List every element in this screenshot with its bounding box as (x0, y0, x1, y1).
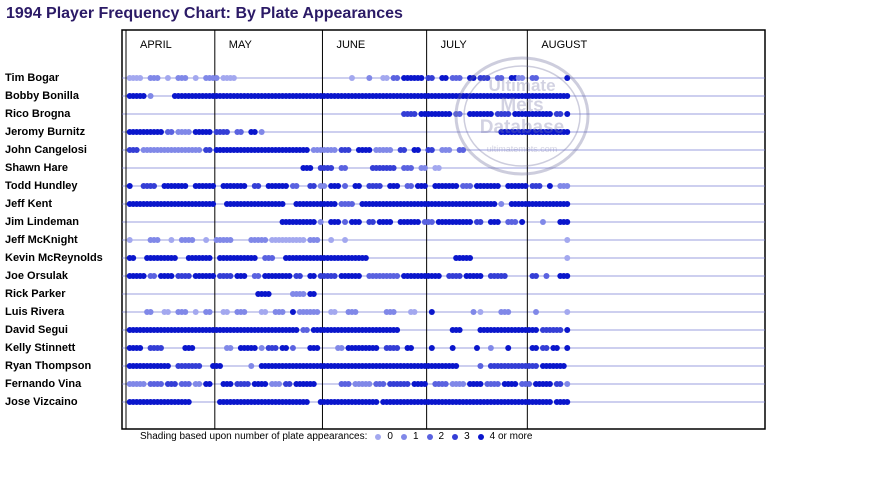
game-dot (411, 309, 417, 315)
game-dot (443, 381, 449, 387)
legend-value: 3 (464, 431, 470, 442)
game-dot (335, 183, 341, 189)
game-dot (283, 183, 289, 189)
player-label: Kevin McReynolds (5, 252, 103, 264)
game-dot (189, 237, 195, 243)
game-dot (564, 309, 570, 315)
game-dot (540, 219, 546, 225)
game-dot (227, 345, 233, 351)
game-dot (151, 183, 157, 189)
legend (140, 431, 532, 443)
player-label: Rico Brogna (5, 108, 71, 120)
game-dot (311, 183, 317, 189)
game-dot (418, 75, 424, 81)
game-dot (533, 363, 539, 369)
game-dot (422, 165, 428, 171)
game-dot (370, 219, 376, 225)
player-label: David Segui (5, 324, 68, 336)
game-dot (443, 75, 449, 81)
game-dot (373, 345, 379, 351)
game-dot (227, 273, 233, 279)
game-dot (346, 147, 352, 153)
watermark-line-1: Ultimate (488, 76, 556, 95)
game-dot (391, 165, 397, 171)
game-dot (346, 381, 352, 387)
game-dot (373, 399, 379, 405)
game-dot (564, 255, 570, 261)
game-dot (498, 201, 504, 207)
game-dot (356, 219, 362, 225)
game-dot (182, 75, 188, 81)
game-dot (158, 381, 164, 387)
game-dot (523, 183, 529, 189)
game-dot (290, 309, 296, 315)
game-dot (401, 147, 407, 153)
game-dot (352, 309, 358, 315)
player-label: Jose Vizcaino (5, 396, 78, 408)
game-dot (495, 183, 501, 189)
game-dot (557, 381, 563, 387)
game-dot (561, 363, 567, 369)
game-dot (394, 75, 400, 81)
game-dot (533, 327, 539, 333)
game-dot (262, 381, 268, 387)
game-dot (543, 273, 549, 279)
game-dot (134, 147, 140, 153)
game-dot (533, 273, 539, 279)
game-dot (512, 381, 518, 387)
game-dot (290, 345, 296, 351)
game-dot (255, 273, 261, 279)
game-dot (488, 345, 494, 351)
game-dot (241, 183, 247, 189)
game-dot (193, 75, 199, 81)
game-dot (408, 165, 414, 171)
game-dot (307, 165, 313, 171)
game-dot (342, 165, 348, 171)
game-dot (300, 237, 306, 243)
game-dot (547, 399, 553, 405)
game-dot (477, 381, 483, 387)
game-dot (332, 273, 338, 279)
player-label: John Cangelosi (5, 144, 87, 156)
legend-items (367, 431, 532, 443)
game-dot (286, 273, 292, 279)
game-dot (252, 255, 258, 261)
player-label: Todd Hundley (5, 180, 78, 192)
game-dot (311, 291, 317, 297)
game-dot (467, 219, 473, 225)
game-dot (505, 309, 511, 315)
game-dot (318, 219, 324, 225)
game-dot (207, 309, 213, 315)
game-dot (217, 363, 223, 369)
legend-value: 1 (412, 431, 419, 442)
game-dot (519, 219, 525, 225)
game-dot (332, 147, 338, 153)
game-dot (280, 201, 286, 207)
player-label: Jeff Kent (5, 198, 53, 210)
player-label: Rick Parker (5, 288, 66, 300)
game-dot (311, 381, 317, 387)
game-dot (207, 255, 213, 261)
game-dot (460, 381, 466, 387)
game-dot (321, 183, 327, 189)
game-dot (495, 381, 501, 387)
game-dot (495, 219, 501, 225)
legend-value: 4 or more (489, 431, 533, 442)
game-dot (422, 183, 428, 189)
player-label: Tim Bogar (5, 72, 60, 84)
game-dot (477, 363, 483, 369)
game-dot (151, 273, 157, 279)
game-dot (172, 255, 178, 261)
game-dot (328, 237, 334, 243)
game-dot (533, 345, 539, 351)
game-dot (172, 381, 178, 387)
game-dot (349, 201, 355, 207)
player-label: Joe Orsulak (5, 270, 68, 282)
game-dot (168, 129, 174, 135)
game-dot (224, 309, 230, 315)
game-dot (186, 399, 192, 405)
game-dot (453, 183, 459, 189)
game-dot (141, 381, 147, 387)
game-dot (182, 309, 188, 315)
legend-dot (375, 434, 381, 440)
game-dot (304, 147, 310, 153)
player-label: Fernando Vina (5, 378, 82, 390)
month-label: JUNE (336, 39, 366, 51)
game-dot (158, 129, 164, 135)
game-dot (137, 345, 143, 351)
game-dot (429, 309, 435, 315)
game-dot (241, 309, 247, 315)
game-dot (339, 345, 345, 351)
game-dot (356, 183, 362, 189)
game-dot (165, 75, 171, 81)
game-dot (415, 147, 421, 153)
game-dot (196, 381, 202, 387)
game-dot (273, 345, 279, 351)
game-dot (491, 201, 497, 207)
game-dot (363, 255, 369, 261)
game-dot (130, 255, 136, 261)
game-dot (276, 381, 282, 387)
game-dot (168, 237, 174, 243)
game-dot (564, 327, 570, 333)
game-dot (158, 345, 164, 351)
game-dot (165, 363, 171, 369)
game-dot (429, 345, 435, 351)
game-dot (349, 75, 355, 81)
game-dot (526, 381, 532, 387)
player-label: Shawn Hare (5, 162, 68, 174)
game-dot (127, 237, 133, 243)
legend-value: 0 (387, 431, 393, 442)
game-dot (366, 381, 372, 387)
game-dot (408, 345, 414, 351)
game-dot (155, 75, 161, 81)
game-dot (252, 345, 258, 351)
game-dot (557, 327, 563, 333)
game-dot (380, 381, 386, 387)
game-dot (547, 183, 553, 189)
game-dot (227, 381, 233, 387)
watermark-line-3: Database (479, 117, 565, 138)
game-dot (394, 327, 400, 333)
game-dot (391, 309, 397, 315)
game-dot (377, 183, 383, 189)
game-dot (554, 345, 560, 351)
game-dot (141, 93, 147, 99)
legend-dot (427, 434, 433, 440)
game-dot (547, 381, 553, 387)
game-dot (422, 381, 428, 387)
game-dot (297, 273, 303, 279)
game-dot (429, 75, 435, 81)
game-dot (512, 219, 518, 225)
game-dot (564, 399, 570, 405)
game-dot (210, 201, 216, 207)
game-dot (408, 183, 414, 189)
month-label: AUGUST (541, 39, 588, 51)
game-dot (280, 309, 286, 315)
game-dot (286, 381, 292, 387)
game-dot (137, 75, 143, 81)
game-dot (457, 327, 463, 333)
player-label: Jim Lindeman (5, 216, 79, 228)
game-dot (394, 183, 400, 189)
game-dot (415, 219, 421, 225)
game-dot (314, 345, 320, 351)
game-dot (314, 309, 320, 315)
player-label: Ryan Thompson (5, 360, 92, 372)
game-dot (405, 381, 411, 387)
game-dot (214, 75, 220, 81)
game-dot (283, 345, 289, 351)
game-dot (259, 129, 265, 135)
game-dot (394, 273, 400, 279)
game-dot (304, 327, 310, 333)
game-dot (248, 363, 254, 369)
player-label: Jeromy Burnitz (5, 126, 86, 138)
game-dot (186, 381, 192, 387)
game-dot (471, 309, 477, 315)
game-dot (564, 237, 570, 243)
game-dot (241, 273, 247, 279)
legend-item (452, 431, 470, 442)
game-dot (467, 255, 473, 261)
game-dot (342, 183, 348, 189)
game-dot (366, 75, 372, 81)
game-dot (342, 219, 348, 225)
game-dot (189, 345, 195, 351)
game-dot (356, 273, 362, 279)
game-dot (474, 345, 480, 351)
watermark-url: ultimatemets.com (486, 144, 558, 154)
game-dot (262, 309, 268, 315)
legend-item (478, 431, 533, 442)
player-label: Kelly Stinnett (5, 342, 76, 354)
game-dot (293, 183, 299, 189)
game-dot (266, 291, 272, 297)
game-dot (453, 363, 459, 369)
game-dot (332, 201, 338, 207)
game-dot (477, 309, 483, 315)
game-dot (502, 273, 508, 279)
game-dot (148, 93, 154, 99)
game-dot (564, 219, 570, 225)
game-dot (429, 219, 435, 225)
game-dot (196, 147, 202, 153)
player-label: Jeff McKnight (5, 234, 78, 246)
game-dot (127, 183, 133, 189)
game-dot (238, 129, 244, 135)
game-dot (186, 273, 192, 279)
game-dot (335, 219, 341, 225)
game-dot (207, 129, 213, 135)
game-dot (314, 237, 320, 243)
game-dot (450, 345, 456, 351)
game-dot (477, 273, 483, 279)
game-dot (207, 381, 213, 387)
game-dot (255, 183, 261, 189)
game-dot (394, 345, 400, 351)
game-dot (262, 237, 268, 243)
legend-dot (401, 434, 407, 440)
legend-label: Shading based upon number of plate appearances: (140, 431, 368, 443)
game-dot (533, 309, 539, 315)
game-dot (543, 345, 549, 351)
game-dot (564, 183, 570, 189)
game-dot (207, 147, 213, 153)
game-dot (564, 345, 570, 351)
game-dot (203, 237, 209, 243)
game-dot (148, 309, 154, 315)
game-dot (245, 381, 251, 387)
month-label: APRIL (140, 39, 172, 51)
game-dot (196, 363, 202, 369)
month-label: MAY (228, 39, 252, 51)
game-dot (342, 237, 348, 243)
game-dot (165, 309, 171, 315)
legend-value: 2 (438, 431, 445, 442)
game-dot (387, 147, 393, 153)
legend-item (375, 431, 393, 442)
chart-title: 1994 Player Frequency Chart: By Plate Appearances (6, 5, 403, 22)
game-dot (477, 219, 483, 225)
game-dot (269, 255, 275, 261)
game-dot (293, 327, 299, 333)
game-dot (252, 129, 258, 135)
game-dot (224, 129, 230, 135)
game-dot (564, 381, 570, 387)
watermark-line-2: Mets (500, 95, 544, 116)
game-dot (210, 183, 216, 189)
game-dot (411, 111, 417, 117)
legend-item (401, 431, 419, 442)
game-dot (155, 237, 161, 243)
legend-dot (452, 434, 458, 440)
game-dot (564, 201, 570, 207)
game-dot (141, 273, 147, 279)
month-label: JULY (440, 39, 467, 51)
game-dot (384, 75, 390, 81)
game-dot (304, 399, 310, 405)
game-dot (564, 273, 570, 279)
legend-dot (478, 434, 484, 440)
game-dot (193, 309, 199, 315)
game-dot (311, 273, 317, 279)
game-dot (457, 273, 463, 279)
game-dot (168, 273, 174, 279)
game-dot (536, 183, 542, 189)
game-dot (332, 309, 338, 315)
player-label: Bobby Bonilla (5, 90, 79, 102)
game-dot (227, 237, 233, 243)
game-dot (366, 147, 372, 153)
game-dot (328, 165, 334, 171)
game-dot (429, 147, 435, 153)
game-dot (436, 273, 442, 279)
game-dot (300, 291, 306, 297)
game-dot (505, 345, 511, 351)
game-dot (436, 165, 442, 171)
game-dot (387, 219, 393, 225)
game-dot (467, 183, 473, 189)
game-dot (182, 183, 188, 189)
legend-item (427, 431, 445, 442)
game-dot (259, 345, 265, 351)
player-label: Luis Rivera (5, 306, 65, 318)
game-dot (210, 273, 216, 279)
chart-frame (122, 30, 765, 429)
game-dot (311, 219, 317, 225)
ultimate-mets-watermark (452, 55, 592, 177)
game-dot (186, 129, 192, 135)
game-dot (231, 75, 237, 81)
